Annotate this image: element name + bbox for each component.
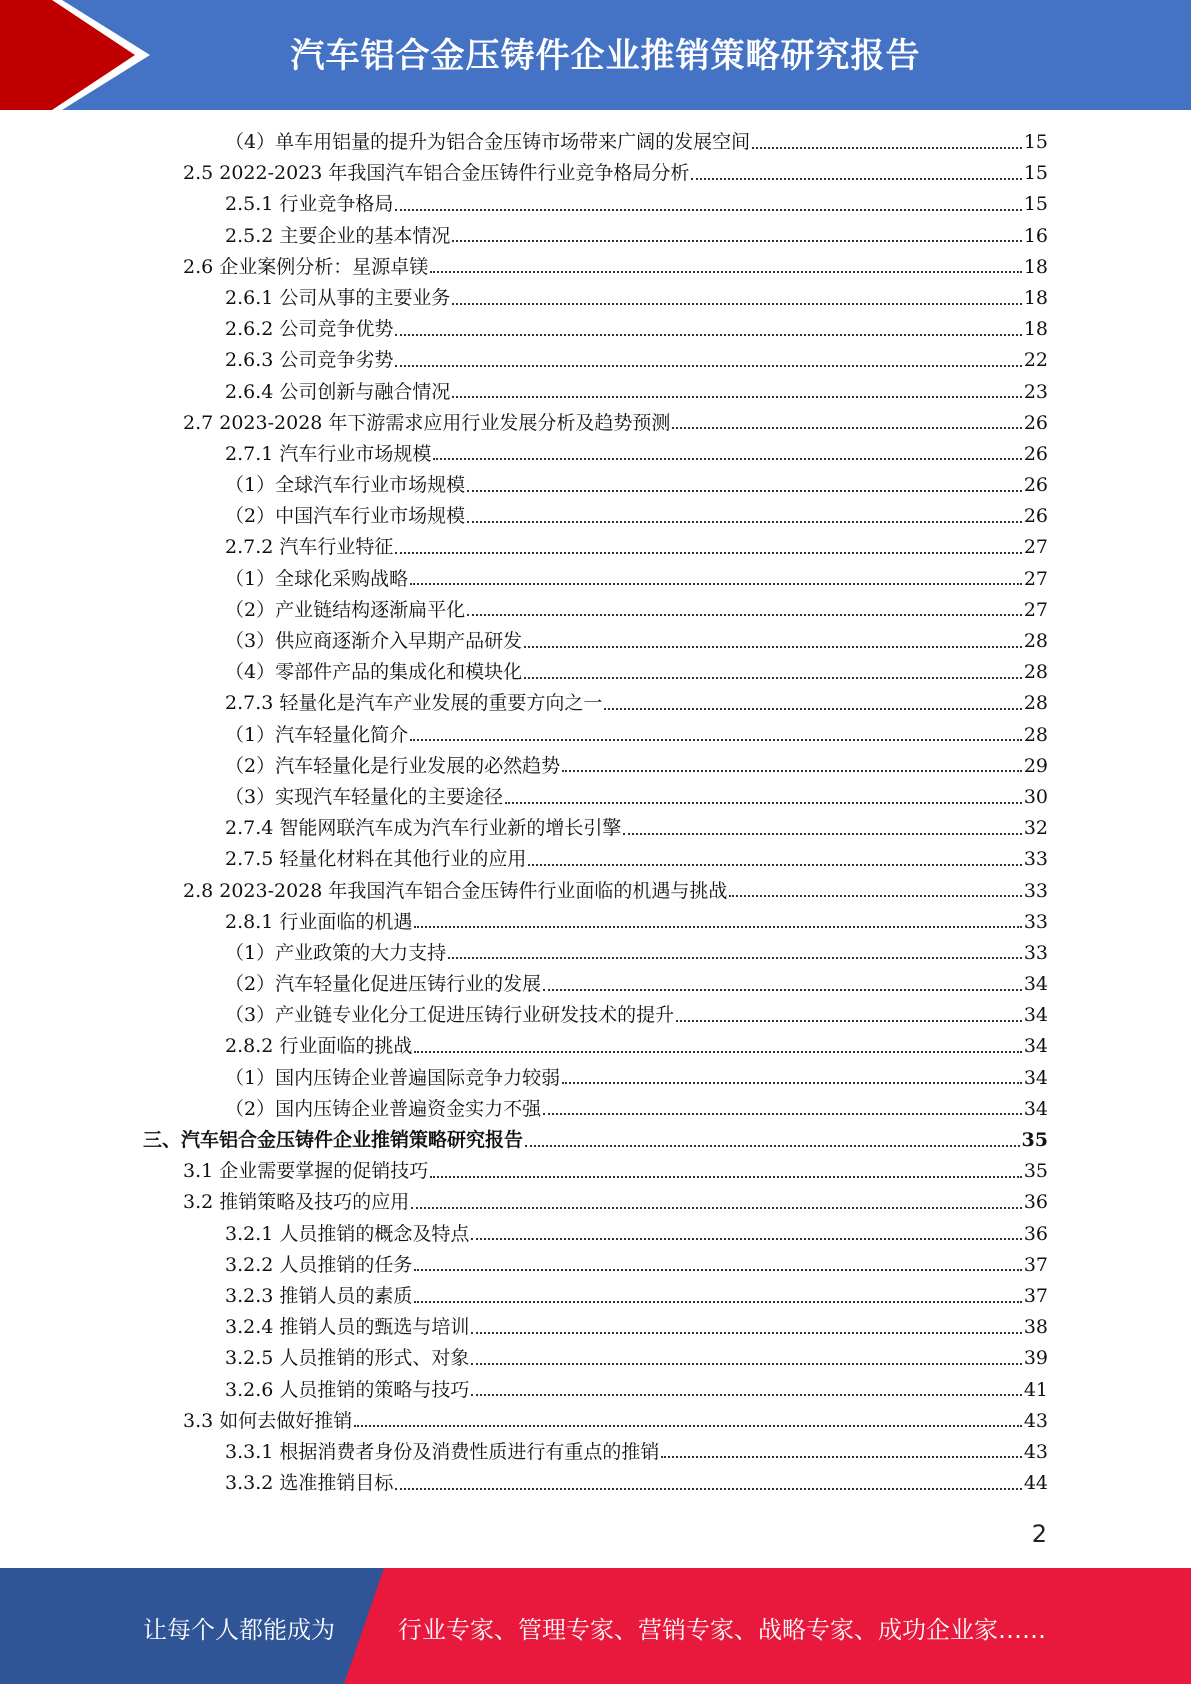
toc-entry[interactable] — [0, 501, 1191, 532]
toc-leader-dots — [752, 147, 1022, 149]
toc-leader-dots — [672, 427, 1021, 429]
toc-entry-page: 18 — [1023, 318, 1048, 341]
toc-leader-dots — [452, 396, 1021, 398]
toc-leader-dots — [676, 1020, 1022, 1022]
toc-leader-dots — [410, 583, 1022, 585]
toc-entry-title: 2.8.2 行业面临的挑战 — [225, 1035, 413, 1058]
toc-entry-page: 35 — [1023, 1160, 1048, 1183]
toc-leader-dots — [395, 365, 1021, 367]
toc-entry-title: 2.7.4 智能网联汽车成为汽车行业新的增长引擎 — [225, 817, 622, 840]
toc-entry-title: 2.7 2023-2028 年下游需求应用行业发展分析及趋势预测 — [183, 411, 671, 434]
toc-entry[interactable] — [0, 1031, 1191, 1062]
toc-entry-page: 33 — [1023, 941, 1048, 964]
toc-entry[interactable] — [0, 189, 1191, 220]
toc-entry[interactable] — [0, 345, 1191, 376]
toc-entry-page: 28 — [1023, 692, 1048, 715]
toc-entry[interactable] — [0, 1406, 1191, 1437]
toc-entry-page: 41 — [1023, 1378, 1048, 1401]
toc-entry[interactable] — [0, 377, 1191, 408]
page-footer — [0, 1568, 1191, 1684]
toc-entry[interactable] — [0, 782, 1191, 813]
toc-entry-title: （1）产业政策的大力支持 — [225, 941, 447, 964]
toc-entry-page: 27 — [1023, 567, 1048, 590]
toc-entry-title: 3.2.1 人员推销的概念及特点 — [225, 1222, 470, 1245]
toc-entry-title: （4）单车用铝量的提升为铝合金压铸市场带来广阔的发展空间 — [225, 131, 751, 153]
toc-entry-page: 28 — [1023, 723, 1048, 746]
toc-leader-dots — [471, 1363, 1021, 1365]
toc-entry-page: 26 — [1023, 411, 1048, 434]
toc-entry-page: 38 — [1023, 1316, 1048, 1339]
toc-leader-dots — [562, 770, 1022, 772]
toc-entry-page: 34 — [1023, 1035, 1048, 1058]
toc-entry-title: 2.6 企业案例分析：星源卓镁 — [183, 255, 429, 278]
toc-leader-dots — [524, 646, 1022, 648]
toc-leader-dots — [430, 1176, 1022, 1178]
toc-entry-title: 2.7.3 轻量化是汽车产业发展的重要方向之一 — [225, 692, 603, 715]
toc-entry[interactable] — [0, 938, 1191, 969]
toc-entry-title: 3.3 如何去做好推销 — [183, 1409, 353, 1432]
toc-entry-title: （2）产业链结构逐渐扁平化 — [225, 598, 466, 621]
toc-entry-title: 3.3.2 选准推销目标 — [225, 1472, 394, 1495]
toc-entry-page: 27 — [1023, 536, 1048, 559]
toc-entry-title: （1）全球汽车行业市场规模 — [225, 474, 466, 497]
toc-entry-page: 43 — [1023, 1440, 1048, 1463]
toc-entry-page: 27 — [1023, 598, 1048, 621]
toc-entry-title: 三、汽车铝合金压铸件企业推销策略研究报告 — [143, 1129, 524, 1151]
toc-leader-dots — [467, 521, 1022, 523]
toc-entry[interactable] — [0, 813, 1191, 844]
toc-entry[interactable] — [0, 314, 1191, 345]
table-of-contents — [0, 127, 1191, 1499]
footer-slogan-right: 行业专家、管理专家、营销专家、战略专家、成功企业家…… — [398, 1616, 1046, 1644]
toc-entry-title: （3）产业链专业化分工促进压铸行业研发技术的提升 — [225, 1004, 675, 1027]
toc-leader-dots — [410, 739, 1022, 741]
toc-leader-dots — [505, 802, 1022, 804]
page-header — [0, 0, 1191, 110]
toc-entry-page: 36 — [1023, 1222, 1048, 1245]
toc-entry-title: 2.8.1 行业面临的机遇 — [225, 910, 413, 933]
toc-entry-title: 2.7.1 汽车行业市场规模 — [225, 442, 432, 465]
toc-leader-dots — [562, 1082, 1022, 1084]
toc-entry[interactable] — [0, 751, 1191, 782]
toc-entry[interactable] — [0, 876, 1191, 907]
toc-leader-dots — [448, 957, 1022, 959]
toc-leader-dots — [467, 614, 1022, 616]
toc-entry[interactable] — [0, 470, 1191, 501]
toc-entry-page: 32 — [1023, 817, 1048, 840]
toc-entry[interactable] — [0, 221, 1191, 252]
toc-entry-title: 3.2.5 人员推销的形式、对象 — [225, 1347, 470, 1370]
document-title: 汽车铝合金压铸件企业推销策略研究报告 — [290, 36, 921, 76]
toc-leader-dots — [411, 1207, 1022, 1209]
toc-entry[interactable] — [0, 1187, 1191, 1218]
toc-entry[interactable] — [0, 595, 1191, 626]
toc-entry[interactable] — [0, 1094, 1191, 1125]
toc-entry-title: （1）国内压铸企业普遍国际竞争力较弱 — [225, 1066, 561, 1089]
toc-entry[interactable] — [0, 1000, 1191, 1031]
toc-entry-title: （2）汽车轻量化促进压铸行业的发展 — [225, 973, 542, 996]
toc-entry-page: 15 — [1023, 193, 1048, 216]
toc-entry-page: 22 — [1023, 349, 1048, 372]
toc-entry-title: 2.6.1 公司从事的主要业务 — [225, 286, 451, 309]
toc-leader-dots — [414, 1051, 1021, 1053]
toc-entry[interactable] — [0, 1312, 1191, 1343]
toc-entry-title: 2.8 2023-2028 年我国汽车铝合金压铸件行业面临的机遇与挑战 — [183, 879, 728, 902]
toc-entry[interactable] — [0, 283, 1191, 314]
toc-leader-dots — [471, 1394, 1021, 1396]
toc-entry[interactable] — [0, 252, 1191, 283]
toc-leader-dots — [543, 989, 1022, 991]
toc-leader-dots — [525, 1145, 1020, 1147]
toc-entry[interactable] — [0, 969, 1191, 1000]
toc-entry[interactable] — [0, 844, 1191, 875]
toc-leader-dots — [395, 209, 1021, 211]
toc-entry[interactable] — [0, 1219, 1191, 1250]
toc-entry-page: 36 — [1023, 1191, 1048, 1214]
toc-entry-page: 44 — [1023, 1472, 1048, 1495]
toc-leader-dots — [543, 1113, 1022, 1115]
toc-leader-dots — [414, 1269, 1021, 1271]
toc-entry[interactable] — [0, 1250, 1191, 1281]
toc-leader-dots — [604, 708, 1021, 710]
toc-entry-page: 28 — [1023, 661, 1048, 684]
toc-entry-page: 15 — [1023, 162, 1048, 185]
toc-entry-title: （2）中国汽车行业市场规模 — [225, 505, 466, 528]
toc-entry-title: （2）汽车轻量化是行业发展的必然趋势 — [225, 754, 561, 777]
toc-leader-dots — [354, 1425, 1022, 1427]
toc-entry-title: 2.5.2 主要企业的基本情况 — [225, 224, 451, 247]
toc-entry-page: 34 — [1023, 1066, 1048, 1089]
toc-entry-title: 3.2.3 推销人员的素质 — [225, 1284, 413, 1307]
toc-entry-page: 37 — [1023, 1284, 1048, 1307]
toc-entry-page: 33 — [1023, 879, 1048, 902]
toc-entry[interactable] — [0, 1343, 1191, 1374]
toc-entry-page: 33 — [1023, 910, 1048, 933]
toc-entry[interactable] — [0, 688, 1191, 719]
toc-entry-page: 26 — [1023, 505, 1048, 528]
toc-entry[interactable] — [0, 408, 1191, 439]
footer-slogan-left: 让每个人都能成为 — [143, 1616, 335, 1644]
toc-entry-title: 2.7.2 汽车行业特征 — [225, 536, 394, 559]
toc-leader-dots — [452, 303, 1021, 305]
toc-leader-dots — [471, 1238, 1021, 1240]
toc-leader-dots — [430, 271, 1022, 273]
toc-entry-page: 28 — [1023, 630, 1048, 652]
toc-entry-title: （1）全球化采购战略 — [225, 567, 409, 590]
toc-entry-page: 34 — [1023, 973, 1048, 996]
toc-leader-dots — [414, 926, 1021, 928]
toc-entry[interactable] — [0, 158, 1191, 189]
toc-entry[interactable] — [0, 626, 1191, 657]
toc-entry-title: （3）实现汽车轻量化的主要途径 — [225, 785, 504, 808]
toc-entry-page: 34 — [1023, 1004, 1048, 1027]
toc-entry-title: 3.3.1 根据消费者身份及消费性质进行有重点的推销 — [225, 1440, 660, 1463]
toc-leader-dots — [395, 334, 1021, 336]
page-number: 2 — [1031, 1520, 1047, 1548]
toc-entry-page: 26 — [1023, 474, 1048, 497]
toc-entry-page: 39 — [1023, 1347, 1048, 1370]
toc-entry[interactable] — [0, 1063, 1191, 1094]
toc-entry-title: 2.6.4 公司创新与融合情况 — [225, 380, 451, 403]
toc-leader-dots — [395, 1488, 1021, 1490]
toc-entry-page: 34 — [1023, 1097, 1048, 1120]
toc-entry-title: 2.7.5 轻量化材料在其他行业的应用 — [225, 848, 527, 871]
toc-entry[interactable] — [0, 439, 1191, 470]
toc-entry-title: 3.2.4 推销人员的甄选与培训 — [225, 1316, 470, 1339]
toc-leader-dots — [623, 833, 1021, 835]
toc-leader-dots — [433, 458, 1021, 460]
toc-entry[interactable] — [0, 657, 1191, 688]
toc-leader-dots — [729, 895, 1021, 897]
toc-entry-page: 26 — [1023, 442, 1048, 465]
toc-leader-dots — [691, 178, 1021, 180]
toc-entry[interactable] — [0, 1437, 1191, 1468]
toc-entry-title: 3.2.6 人员推销的策略与技巧 — [225, 1378, 470, 1401]
toc-entry-page: 35 — [1021, 1129, 1048, 1151]
toc-entry-title: 3.1 企业需要掌握的促销技巧 — [183, 1160, 429, 1183]
toc-entry[interactable] — [0, 907, 1191, 938]
toc-entry-page: 18 — [1023, 255, 1048, 278]
toc-entry[interactable] — [0, 1281, 1191, 1312]
toc-leader-dots — [467, 490, 1022, 492]
toc-entry-title: 2.6.3 公司竞争劣势 — [225, 349, 394, 372]
toc-entry[interactable] — [0, 1156, 1191, 1187]
toc-entry-page: 43 — [1023, 1409, 1048, 1432]
toc-entry-page: 15 — [1023, 131, 1048, 153]
toc-entry[interactable] — [0, 127, 1191, 158]
toc-entry-title: 3.2.2 人员推销的任务 — [225, 1253, 413, 1276]
toc-entry-page: 33 — [1023, 848, 1048, 871]
toc-entry-page: 18 — [1023, 286, 1048, 309]
toc-entry[interactable] — [0, 1125, 1191, 1156]
toc-entry-title: 2.5 2022-2023 年我国汽车铝合金压铸件行业竞争格局分析 — [183, 162, 690, 185]
toc-entry-page: 16 — [1023, 224, 1048, 247]
toc-entry-title: （3）供应商逐渐介入早期产品研发 — [225, 630, 523, 652]
toc-entry-page: 23 — [1023, 380, 1048, 403]
toc-entry-title: （1）汽车轻量化简介 — [225, 723, 409, 746]
toc-leader-dots — [661, 1456, 1021, 1458]
toc-entry[interactable] — [0, 1468, 1191, 1499]
toc-entry-page: 37 — [1023, 1253, 1048, 1276]
toc-entry-title: 2.6.2 公司竞争优势 — [225, 318, 394, 341]
toc-entry-page: 29 — [1023, 754, 1048, 777]
toc-leader-dots — [524, 677, 1022, 679]
toc-entry-title: 2.5.1 行业竞争格局 — [225, 193, 394, 216]
toc-entry-title: （4）零部件产品的集成化和模块化 — [225, 661, 523, 684]
toc-leader-dots — [452, 240, 1021, 242]
toc-leader-dots — [395, 552, 1021, 554]
toc-leader-dots — [414, 1301, 1021, 1303]
toc-leader-dots — [471, 1332, 1021, 1334]
toc-entry[interactable] — [0, 564, 1191, 595]
toc-entry-page: 30 — [1023, 785, 1048, 808]
toc-entry[interactable] — [0, 720, 1191, 751]
toc-entry-title: 3.2 推销策略及技巧的应用 — [183, 1191, 410, 1214]
toc-entry-title: （2）国内压铸企业普遍资金实力不强 — [225, 1097, 542, 1120]
toc-entry[interactable] — [0, 532, 1191, 563]
toc-entry[interactable] — [0, 1375, 1191, 1406]
toc-leader-dots — [528, 864, 1021, 866]
